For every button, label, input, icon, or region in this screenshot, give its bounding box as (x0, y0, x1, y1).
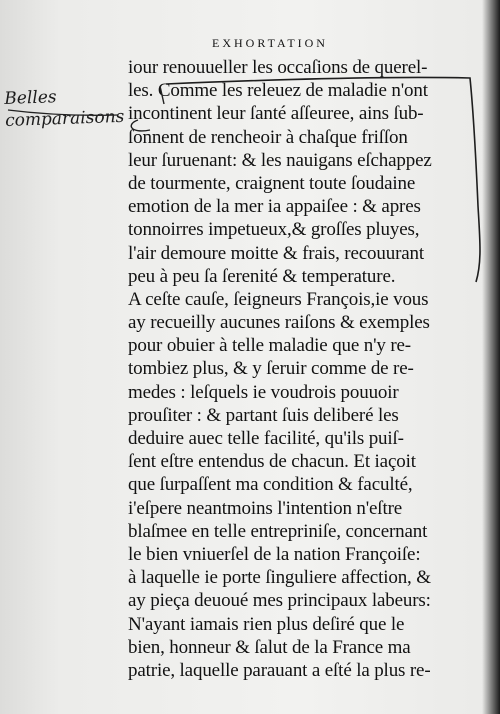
text-line: le bien vniuerſel de la nation Françoiſe: (128, 543, 421, 565)
text-line: blaſmee en telle entrepriniſe, concernant (128, 520, 428, 542)
text-line: tonnoirres impetueux,& groſſes pluyes, (128, 219, 420, 241)
text-line: iour renouueller les occaſions de querel- (128, 57, 428, 78)
text-line: A ceſte cauſe, ſeigneurs François,ie vous (128, 288, 429, 310)
text-line: bien, honneur & ſalut de la France ma (128, 636, 411, 658)
text-line: que ſurpaſſent ma condition & faculté, (128, 474, 413, 496)
text-line: de tourmente, craignent toute ſoudaine (128, 172, 416, 194)
text-line: ay pieça deuoué mes principaux labeurs: (128, 590, 431, 612)
text-line: à laquelle ie porte ſinguliere affection, & (128, 567, 431, 589)
text-line: l'air demoure moitte & frais, recouurant (128, 242, 425, 264)
text-line: pour obuier à telle maladie que n'y re- (128, 335, 411, 357)
text-line: emotion de la mer ia appaiſee : & apres (128, 196, 421, 218)
handwritten-margin-note (4, 83, 145, 132)
text-line: leur ſuruenant: & les nauigans eſchappez (128, 149, 432, 171)
text-line: les. Comme les releuez de maladie n'ont (128, 80, 428, 102)
margin-note-line: comparaisons (4, 106, 125, 131)
text-line: medes : leſquels ie voudrois pouuoir (128, 381, 399, 403)
text-line: ſonnent de rencheoir à chaſque friſſon (128, 126, 408, 148)
margin-note-line: Belles (4, 87, 57, 109)
page-shadow-edge (482, 0, 500, 714)
text-line: i'eſpere neantmoins l'intention n'eſtre (128, 497, 403, 519)
text-line: ſent eſtre entendus de chacun. Et iaçoit (128, 451, 416, 473)
text-line: incontinent leur ſanté aſſeuree, ains ſub- (128, 103, 424, 125)
body-text (128, 56, 472, 682)
text-line: patrie, laquelle parauant a eſté la plus re- (128, 659, 431, 681)
text-line: peu à peu ſa ſerenité & temperature. (128, 265, 396, 287)
text-line: N'ayant iamais rien plus deſiré que le (128, 613, 405, 635)
text-line: deduire auec telle facilité, qu'ils puiſ- (128, 428, 404, 449)
text-line: tombiez plus, & y ſeruir comme de re- (128, 358, 414, 380)
text-line: prouſiter : & partant ſuis deliberé les (128, 404, 399, 426)
running-head: EXHORTATION (212, 36, 328, 50)
text-line: ay recueilly aucunes raiſons & exemples (128, 312, 430, 334)
